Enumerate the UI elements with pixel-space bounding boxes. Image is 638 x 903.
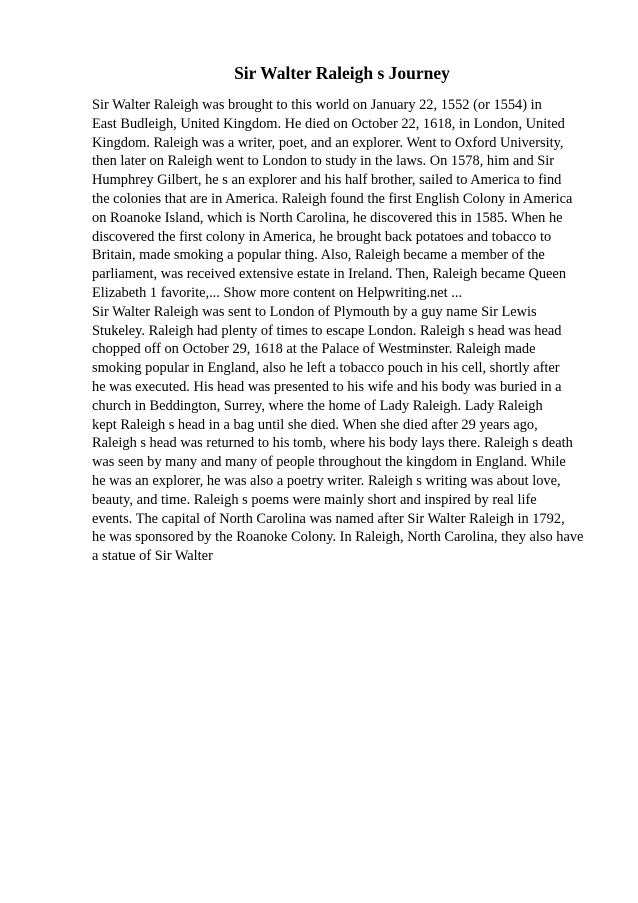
text-line: a statue of Sir Walter	[92, 548, 213, 565]
text-line: parliament, was received extensive estate in Ireland. Then, Raleigh became Queen	[92, 266, 567, 283]
text-line: smoking popular in England, also he left a tobacco pouch in his cell, shortly after	[92, 360, 560, 377]
text-line: chopped off on October 29, 1618 at the Palace of Westminster. Raleigh made	[92, 341, 536, 358]
document-body	[92, 96, 598, 566]
text-line: Sir Walter Raleigh was brought to this world on January 22, 1552 (or 1554) in	[92, 97, 542, 113]
text-line: he was executed. His head was presented to his wife and his body was buried in a	[92, 378, 562, 395]
text-line: beauty, and time. Raleigh s poems were mainly short and inspired by real life	[92, 491, 537, 508]
text-line: on Roanoke Island, which is North Carolina, he discovered this in 1585. When he	[92, 209, 563, 226]
document-title: Sir Walter Raleigh s Journey	[234, 63, 450, 83]
text-line: kept Raleigh s head in a bag until she died. When she died after 29 years ago,	[92, 416, 538, 433]
text-line: Britain, made smoking a popular thing. Also, Raleigh became a member of the	[92, 247, 545, 264]
text-line: he was an explorer, he was also a poetry writer. Raleigh s writing was about love,	[92, 472, 561, 489]
text-line: Elizabeth 1 favorite,... Show more content on Helpwriting.net ...	[92, 284, 463, 301]
text-line: East Budleigh, United Kingdom. He died on October 22, 1618, in London, United	[92, 115, 565, 132]
text-line: Kingdom. Raleigh was a writer, poet, and an explorer. Went to Oxford University,	[92, 134, 564, 151]
text-line: the colonies that are in America. Raleigh found the first English Colony in America	[92, 190, 573, 207]
text-line: was seen by many and many of people throughout the kingdom in England. While	[92, 454, 566, 471]
text-line: Sir Walter Raleigh was sent to London of Plymouth by a guy name Sir Lewis	[92, 303, 537, 320]
text-line: discovered the first colony in America, he brought back potatoes and tobacco to	[92, 228, 552, 245]
text-line: events. The capital of North Carolina was named after Sir Walter Raleigh in 1792,	[92, 510, 565, 527]
text-line: he was sponsored by the Roanoke Colony. In Raleigh, North Carolina, they also have	[92, 529, 584, 546]
text-line: Stukeley. Raleigh had plenty of times to escape London. Raleigh s head was head	[92, 322, 562, 339]
text-line: Humphrey Gilbert, he s an explorer and his half brother, sailed to America to find	[92, 172, 562, 189]
text-line: Raleigh s head was returned to his tomb, where his body lays there. Raleigh s death	[92, 435, 573, 452]
text-line: then later on Raleigh went to London to study in the laws. On 1578, him and Sir	[92, 153, 555, 170]
text-line: church in Beddington, Surrey, where the home of Lady Raleigh. Lady Raleigh	[92, 397, 543, 414]
